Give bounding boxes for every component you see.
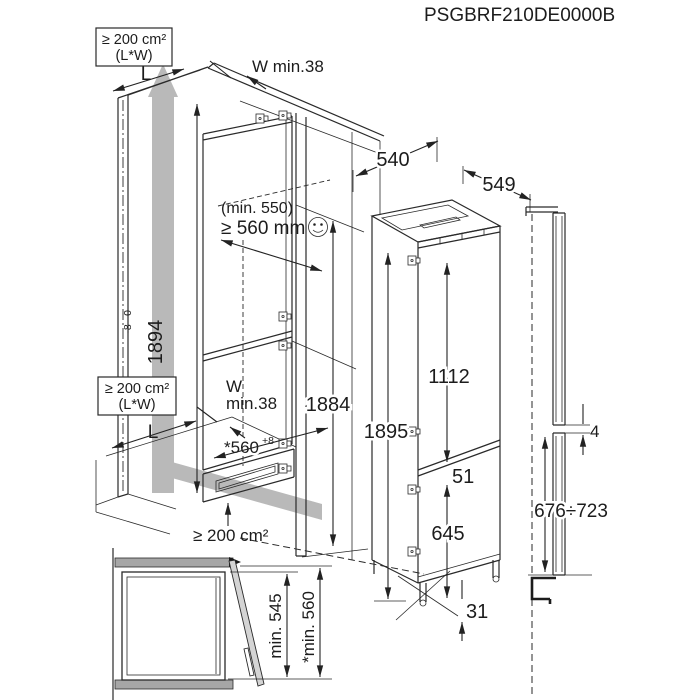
lower-panel-range-label: 676÷723 [534,501,608,522]
niche-height-tol-up: 0 [122,310,134,316]
foot-height-label: 31 [466,601,489,623]
vent-area-mid-line1: ≥ 200 cm² [104,381,170,397]
width-top-label: W min.38 [252,57,324,76]
min545-label: min. 545 [266,593,285,659]
width-bottom-label1: W [226,377,243,396]
bottom-depth-label: *560 [224,438,259,457]
mid-gap-label: 51 [452,466,475,488]
side-panel-top [115,558,233,567]
length-bottom-label: L [147,422,159,443]
depth-549-label: 549 [482,174,516,196]
width-bottom-label2: min.38 [226,394,278,413]
inner-height-label: 1884 [305,394,351,416]
depth-540-label: 540 [376,149,410,171]
bottom-depth-tol: +8 [262,435,274,447]
upper-door-label: 1112 [428,366,470,388]
panel-gap-label: 4 [590,422,600,441]
niche-depth-min-label: (min. 550) [221,200,294,217]
cabinet-outline-topview [122,572,225,680]
vent-area-top-line1: ≥ 200 cm² [101,32,167,48]
model-number-title: PSGBRF210DE0000B [424,5,616,26]
vent-area-mid-line2: (L*W) [118,397,156,413]
bottom-vent-label: ≥ 200 cm² [193,526,269,545]
vent-area-top-line2: (L*W) [115,48,153,64]
appliance-height-label: 1895 [363,421,409,443]
niche-height-label: 1894 [145,319,167,365]
length-top-label: L [140,64,152,85]
side-panel-bottom [115,680,233,689]
niche-height-tol-dn: -8 [122,324,134,334]
min560-label: *min. 560 [299,591,318,663]
niche-depth-rec-label: ≥ 560 mm [221,218,306,239]
lower-door-label: 645 [431,523,465,545]
